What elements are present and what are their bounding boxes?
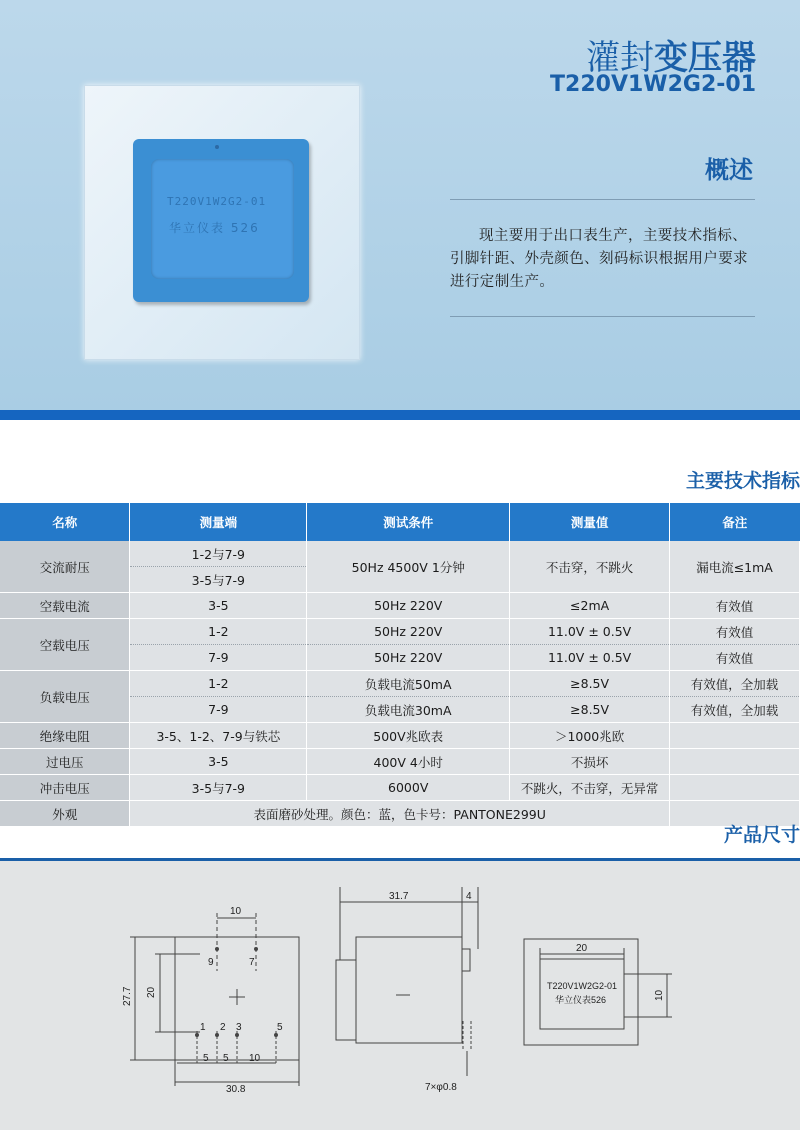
specs-table <box>0 503 800 827</box>
pin-label-3: 3 <box>236 1022 242 1033</box>
row-name: 空载电压 <box>0 619 130 671</box>
row-note: 漏电流≤1mA <box>670 541 800 593</box>
col-header: 备注 <box>670 503 800 541</box>
row-condition: 50Hz 220V <box>307 645 510 671</box>
row-value: 不损坏 <box>510 749 670 775</box>
marking-model: T220V1W2G2-01 <box>167 195 267 208</box>
dim-front-spacing-1: 5 <box>203 1053 209 1064</box>
pin1-marker <box>215 145 219 149</box>
row-condition: 6000V <box>307 775 510 801</box>
dimensions-heading: 产品尺寸 <box>723 824 800 846</box>
row-terminal: 7-9 <box>130 697 307 723</box>
row-appearance-text: 表面磨砂处理。颜色：蓝，色卡号：PANTONE299U <box>130 801 670 827</box>
row-condition: 50Hz 220V <box>307 619 510 645</box>
dim-top-height: 10 <box>654 989 665 1001</box>
row-terminal: 1-2与7-9 <box>130 541 307 567</box>
col-header: 测量端 <box>130 503 307 541</box>
row-condition: 负载电流30mA <box>307 697 510 723</box>
table-row <box>0 801 800 827</box>
specs-heading: 主要技术指标 <box>685 470 800 492</box>
row-condition: 500V兆欧表 <box>307 723 510 749</box>
transformer-body <box>133 139 309 302</box>
row-name: 交流耐压 <box>0 541 130 593</box>
col-header: 测量值 <box>510 503 670 541</box>
row-condition: 50Hz 220V <box>307 593 510 619</box>
overview-rule-bottom <box>450 316 755 317</box>
overview-heading: 概述 <box>705 156 753 184</box>
row-value: ≥8.5V <box>510 697 670 723</box>
dim-front-spacing-2: 5 <box>223 1053 229 1064</box>
row-terminal: 3-5与7-9 <box>130 567 307 593</box>
row-terminal: 3-5 <box>130 593 307 619</box>
side-view-body <box>356 937 462 1043</box>
dim-top-width: 20 <box>576 943 588 954</box>
table-row <box>0 671 800 697</box>
row-name: 负载电压 <box>0 671 130 723</box>
row-note: 有效值 <box>670 619 800 645</box>
row-value: 11.0V ± 0.5V <box>510 645 670 671</box>
row-value: 不跳火，不击穿，无异常 <box>510 775 670 801</box>
table-row <box>0 749 800 775</box>
table-row <box>0 619 800 645</box>
row-condition: 50Hz 4500V 1分钟 <box>307 541 510 593</box>
row-note: 有效值 <box>670 645 800 671</box>
dim-side-length: 31.7 <box>389 891 409 902</box>
row-note: 有效值 <box>670 593 800 619</box>
pin-label-9: 9 <box>208 957 214 968</box>
title-light: 灌封 <box>586 38 654 78</box>
row-name: 冲击电压 <box>0 775 130 801</box>
top-view-label-area <box>540 959 624 1029</box>
row-name: 过电压 <box>0 749 130 775</box>
dim-front-inner-height: 20 <box>146 986 157 998</box>
table-row <box>0 541 800 567</box>
row-condition: 负载电流50mA <box>307 671 510 697</box>
row-terminal: 3-5、1-2、7-9与铁芯 <box>130 723 307 749</box>
row-note <box>670 775 800 801</box>
dim-side-pin-length: 4 <box>466 891 472 902</box>
table-row <box>0 593 800 619</box>
dim-front-height: 27.7 <box>122 986 133 1006</box>
row-condition: 400V 4小时 <box>307 749 510 775</box>
pin-label-5: 5 <box>277 1022 283 1033</box>
row-terminal: 1-2 <box>130 619 307 645</box>
row-value: 不击穿，不跳火 <box>510 541 670 593</box>
overview-text: 现主要用于出口表生产，主要技术指标、引脚针距、外壳颜色、刻码标识根据用户要求进行定制生产。 <box>450 228 748 290</box>
dim-front-width: 30.8 <box>226 1084 246 1095</box>
dimension-drawings <box>0 858 800 1130</box>
row-terminal: 3-5与7-9 <box>130 775 307 801</box>
row-value: ≤2mA <box>510 593 670 619</box>
row-note <box>670 723 800 749</box>
title-bold: 变压器 <box>654 38 756 78</box>
overview-rule-top <box>450 199 755 200</box>
side-view-base <box>336 960 356 1040</box>
model-number: T220V1W2G2-01 <box>550 72 756 97</box>
row-name: 空载电流 <box>0 593 130 619</box>
product-photo <box>84 85 360 360</box>
col-header: 测试条件 <box>307 503 510 541</box>
drawing-canvas <box>0 861 800 1127</box>
row-note: 有效值，全加载 <box>670 671 800 697</box>
row-note <box>670 749 800 775</box>
pin-label-1: 1 <box>200 1022 206 1033</box>
top-view-label-line1: T220V1W2G2-01 <box>547 981 618 991</box>
dim-side-pin-note: 7×φ0.8 <box>425 1082 457 1093</box>
row-terminal: 1-2 <box>130 671 307 697</box>
dim-front-pin-spacing: 10 <box>230 906 242 917</box>
row-terminal: 7-9 <box>130 645 307 671</box>
row-terminal: 3-5 <box>130 749 307 775</box>
transformer-top-face <box>151 159 294 279</box>
row-note: 有效值，全加载 <box>670 697 800 723</box>
pin-label-7: 7 <box>249 957 255 968</box>
row-value: ＞1000兆欧 <box>510 723 670 749</box>
marking-maker: 华立仪表 526 <box>169 221 260 235</box>
dim-front-spacing-3: 10 <box>249 1053 261 1064</box>
table-row <box>0 775 800 801</box>
pin-label-2: 2 <box>220 1022 226 1033</box>
row-name: 绝缘电阻 <box>0 723 130 749</box>
row-value: 11.0V ± 0.5V <box>510 619 670 645</box>
section-divider-band <box>0 410 800 420</box>
table-header-row <box>0 503 800 541</box>
col-header: 名称 <box>0 503 130 541</box>
top-view-label-line2: 华立仪表526 <box>555 995 607 1005</box>
row-value: ≥8.5V <box>510 671 670 697</box>
table-row <box>0 723 800 749</box>
row-name: 外观 <box>0 801 130 827</box>
